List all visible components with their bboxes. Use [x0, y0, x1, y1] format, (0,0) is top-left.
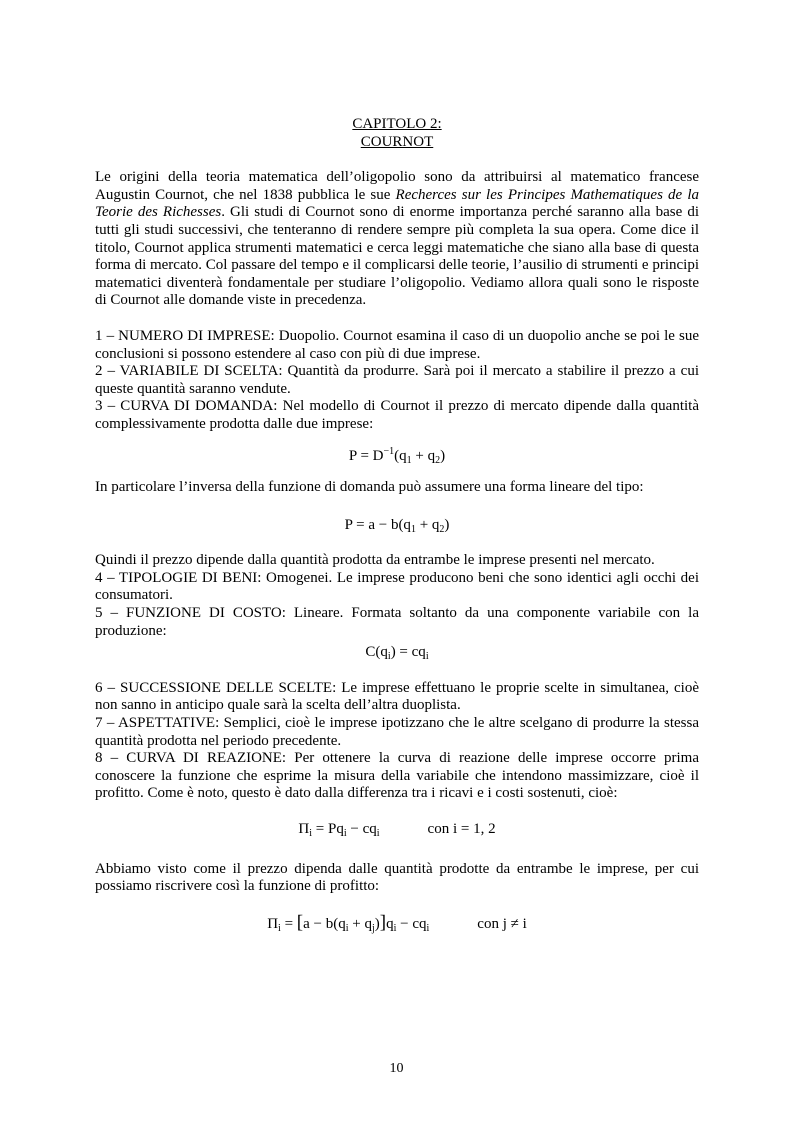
formula-profit-expanded: $\Pi_i = [a - b(q_i + q_j)]q_i - cq_i$ con j ≠ i	[267, 911, 527, 934]
book-title: Recherces sur les Principes Mathematiques de la Teorie des Richesses	[95, 186, 699, 221]
chapter-title: COURNOT	[360, 133, 434, 150]
point-4: 4 – TIPOLOGIE DI BENI: Omogenei. Le imprese producono beni che sono identici agli occhi dei consumatori.	[95, 569, 699, 604]
formula-profit-expanded-condition: con j ≠ i	[477, 915, 527, 932]
point-3-conclusion: Quindi il prezzo dipende dalla quantità prodotta da entrambe le imprese presenti nel mercato.	[95, 552, 655, 569]
formula-cost: $C(q_i) = cq_i$	[365, 644, 429, 663]
formula-inverse-demand: $P = D^{-1}(q_1 + q_2)$	[348, 445, 446, 466]
formula-profit-condition: con i = 1, 2	[427, 821, 496, 837]
document-page	[95, 116, 699, 933]
chapter-number: CAPITOLO 2:	[352, 116, 442, 132]
point-7: 7 – ASPETTATIVE: Semplici, cioè le imprese ipotizzano che le altre scelgano di produrre la stessa quantità prodotta nel periodo precedente.	[95, 715, 699, 749]
point-1: 1 – NUMERO DI IMPRESE: Duopolio. Cournot esamina il caso di un duopolio anche se poi le sue conclusioni si possono estendere al caso con più di due imprese.	[95, 327, 699, 362]
intro-paragraph: Le origini della teoria matematica dell’oligopolio sono da attribuirsi al matematico francese Augustin Cournot, che nel 1838 pubblica le sue Recherces sur les Principes Mathematiques de la Teorie des Richesses. Gli studi di Cournot sono di enorme importanza perché saranno alla base di tutti gli studi successivi, che tenteranno di rendere sempre più completa la sua opera. Come dice il titolo, Cournot applica strumenti matematici e cerca leggi matematiche che siano alla base di questa forma di mercato. Col passare del tempo e il complicarsi delle teorie, l’ausilio di strumenti e principi matematici diventerà fondamentale per studiare l’oligopolio. Vediamo allora quali sono le risposte di Cournot alle domande viste in precedenza.	[95, 169, 699, 309]
formula-linear-demand: $P = a - b(q_1 + q_2)$	[344, 516, 450, 535]
point-2: 2 – VARIABILE DI SCELTA: Quantità da produrre. Sarà poi il mercato a stabilire il prezzo a cui queste quantità saranno vendute.	[95, 363, 699, 397]
page-number: 10	[389, 1061, 404, 1076]
point-3-linear-text: In particolare l’inversa della funzione di domanda può assumere una forma lineare del tipo:	[95, 479, 644, 496]
point-6: 6 – SUCCESSIONE DELLE SCELTE: Le imprese effettuano le proprie scelte in simultanea, cioè non sanno in anticipo quale sarà la scelta dell’altra duoplista.	[95, 679, 699, 714]
point-3: 3 – CURVA DI DOMANDA: Nel modello di Cournot il prezzo di mercato dipende dalla quantità complessivamente prodotta dalle due imprese:	[95, 398, 699, 432]
point-5: 5 – FUNZIONE DI COSTO: Lineare. Formata soltanto da una componente variabile con la produzione:	[95, 605, 699, 639]
point-8-profit-text: Abbiamo visto come il prezzo dipenda dalle quantità prodotte da entrambe le imprese, per cui possiamo riscrivere così la funzione di profitto:	[95, 860, 699, 895]
point-8: 8 – CURVA DI REAZIONE: Per ottenere la curva di reazione delle imprese occorre prima conoscere la funzione che esprime la misura della variabile che intendono massimizzare, cioè il profitto. Come è noto, questo è dato dalla differenza tra i ricavi e i costi sostenuti, cioè:	[95, 750, 699, 802]
formula-profit: $\Pi_i = Pq_i - cq_i$ con i = 1, 2	[298, 821, 496, 839]
